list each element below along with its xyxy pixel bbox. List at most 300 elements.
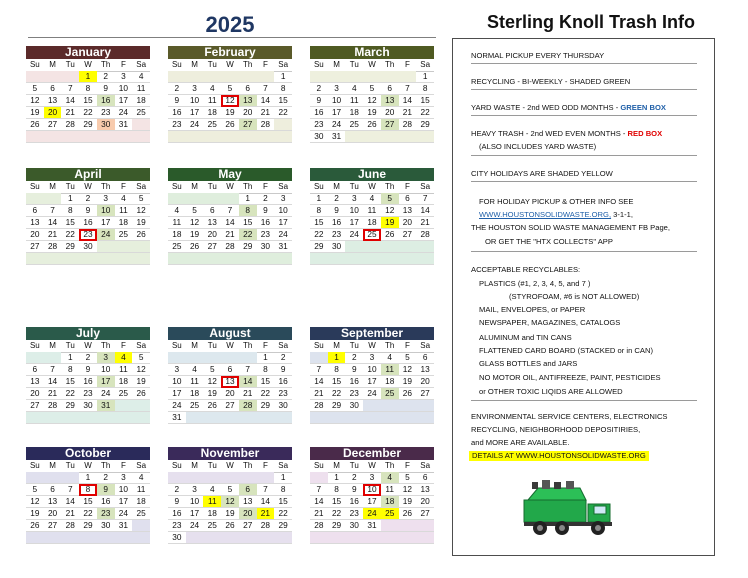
month-10 (168, 447, 292, 544)
empty-day-cell (416, 400, 434, 412)
day-cell: 20 (416, 496, 434, 508)
day-cell: 28 (61, 119, 79, 131)
year-heading: 2025 (205, 12, 255, 37)
day-cell: 10 (186, 496, 204, 508)
day-cell: 2 (345, 472, 363, 484)
weekday-label: Th (97, 181, 115, 194)
day-cell: 24 (363, 388, 381, 400)
empty-day-cell (61, 412, 79, 424)
day-cell: 23 (257, 229, 275, 241)
weekday-header (26, 59, 150, 71)
day-cell: 12 (186, 217, 204, 229)
weekday-label: F (399, 460, 417, 473)
empty-day-cell (239, 71, 257, 83)
day-cell: 12 (399, 364, 417, 376)
day-cell: 22 (416, 107, 434, 119)
day-cell: 16 (328, 217, 346, 229)
weekday-label: W (221, 181, 239, 194)
day-cell: 3 (363, 472, 381, 484)
weekday-label: M (44, 181, 62, 194)
info-divider (471, 155, 697, 156)
empty-day-cell (239, 412, 257, 424)
empty-day-cell (26, 71, 44, 83)
day-cell: 10 (97, 205, 115, 217)
empty-day-cell (363, 131, 381, 143)
day-cell: 14 (221, 217, 239, 229)
day-cell: 6 (44, 484, 62, 496)
weekday-label: Sa (416, 181, 434, 194)
day-cell: 29 (79, 520, 97, 532)
info-styrofoam: (STYROFOAM, #6 is NOT ALLOWED) (509, 292, 640, 301)
empty-day-cell (328, 71, 346, 83)
day-cell: 7 (257, 484, 275, 496)
weekday-label: Sa (416, 340, 434, 353)
weekday-label: Th (97, 340, 115, 353)
day-cell: 14 (257, 496, 275, 508)
info-recyclables-heading: ACCEPTABLE RECYCLABLES: (471, 265, 581, 274)
day-cell: 23 (79, 388, 97, 400)
month-6 (26, 327, 150, 424)
day-cell: 19 (221, 508, 239, 520)
empty-day-cell (132, 241, 150, 253)
day-cell: 17 (345, 217, 363, 229)
empty-day-cell (132, 119, 150, 131)
empty-day-cell (44, 412, 62, 424)
day-cell: 27 (44, 119, 62, 131)
day-cell: 3 (168, 364, 186, 376)
empty-day-cell (345, 241, 363, 253)
day-cell: 5 (132, 193, 150, 205)
day-cell: 8 (239, 205, 257, 217)
empty-day-cell (399, 71, 417, 83)
weekday-header (168, 59, 292, 71)
day-cell: 20 (239, 508, 257, 520)
day-cell: 15 (61, 217, 79, 229)
weekday-label: Tu (203, 340, 221, 353)
weekday-label: F (257, 460, 275, 473)
day-cell: 16 (168, 107, 186, 119)
weekday-header (168, 460, 292, 472)
day-cell: 9 (274, 364, 292, 376)
weekday-label: W (221, 460, 239, 473)
day-cell: 6 (416, 472, 434, 484)
day-cell: 1 (328, 472, 346, 484)
day-cell: 31 (97, 400, 115, 412)
month-4 (168, 168, 292, 265)
day-cell: 12 (221, 95, 239, 107)
garbage-truck-icon (522, 478, 622, 538)
day-cell: 24 (328, 119, 346, 131)
empty-day-cell (203, 131, 221, 143)
empty-day-cell (399, 532, 417, 544)
day-cell: 4 (132, 71, 150, 83)
day-cell: 4 (363, 193, 381, 205)
days-grid (26, 472, 150, 544)
month-1 (168, 46, 292, 143)
weekday-label: Sa (274, 181, 292, 194)
empty-day-cell (203, 352, 221, 364)
day-cell: 30 (79, 400, 97, 412)
weekday-label: Su (310, 181, 328, 194)
weekday-label: M (44, 460, 62, 473)
day-cell: 27 (26, 241, 44, 253)
day-cell: 2 (310, 83, 328, 95)
day-cell: 15 (79, 496, 97, 508)
day-cell: 24 (115, 508, 133, 520)
empty-day-cell (381, 131, 399, 143)
day-cell: 26 (132, 388, 150, 400)
weekday-label: Su (26, 59, 44, 72)
empty-day-cell (239, 472, 257, 484)
empty-day-cell (26, 412, 44, 424)
day-cell: 9 (328, 205, 346, 217)
empty-day-cell (239, 352, 257, 364)
day-cell: 13 (239, 496, 257, 508)
day-cell: 11 (381, 484, 399, 496)
weekday-header (310, 340, 434, 352)
day-cell: 18 (115, 217, 133, 229)
day-cell: 13 (44, 95, 62, 107)
day-cell: 30 (97, 520, 115, 532)
day-cell: 25 (345, 119, 363, 131)
day-cell: 29 (310, 241, 328, 253)
empty-day-cell (239, 253, 257, 265)
empty-day-cell (221, 71, 239, 83)
empty-day-cell (345, 253, 363, 265)
day-cell: 31 (115, 520, 133, 532)
day-cell: 13 (239, 95, 257, 107)
day-cell: 5 (26, 484, 44, 496)
day-cell: 8 (416, 83, 434, 95)
day-cell: 15 (274, 496, 292, 508)
month-11 (310, 447, 434, 544)
day-cell: 9 (97, 83, 115, 95)
day-cell: 10 (186, 95, 204, 107)
empty-day-cell (274, 412, 292, 424)
empty-day-cell (61, 71, 79, 83)
day-cell: 28 (257, 520, 275, 532)
empty-day-cell (328, 532, 346, 544)
empty-day-cell (186, 412, 204, 424)
day-cell: 21 (44, 388, 62, 400)
day-cell: 28 (257, 119, 275, 131)
weekday-label: Sa (416, 59, 434, 72)
day-cell: 10 (97, 364, 115, 376)
day-cell: 31 (168, 412, 186, 424)
info-normal-pickup: NORMAL PICKUP EVERY THURSDAY (471, 51, 605, 60)
day-cell: 22 (328, 388, 346, 400)
day-cell: 5 (203, 364, 221, 376)
info-app: OR GET THE "HTX COLLECTS" APP (485, 237, 613, 246)
day-cell: 14 (257, 95, 275, 107)
day-cell: 7 (310, 484, 328, 496)
empty-day-cell (44, 131, 62, 143)
weekday-label: W (363, 340, 381, 353)
day-cell: 23 (345, 508, 363, 520)
day-cell: 18 (186, 388, 204, 400)
day-cell: 29 (274, 520, 292, 532)
weekday-label: Tu (345, 181, 363, 194)
day-cell: 2 (257, 193, 275, 205)
day-cell: 5 (399, 472, 417, 484)
day-cell: 29 (61, 400, 79, 412)
day-cell: 28 (221, 241, 239, 253)
day-cell: 19 (132, 376, 150, 388)
day-cell: 21 (44, 229, 62, 241)
empty-day-cell (399, 253, 417, 265)
empty-day-cell (26, 532, 44, 544)
weekday-label: Sa (132, 460, 150, 473)
day-cell: 18 (203, 107, 221, 119)
day-cell: 26 (381, 229, 399, 241)
empty-day-cell (115, 253, 133, 265)
day-cell: 24 (186, 520, 204, 532)
day-cell: 20 (381, 107, 399, 119)
weekday-label: M (328, 460, 346, 473)
days-grid (310, 352, 434, 424)
weekday-label: F (257, 59, 275, 72)
day-cell: 2 (274, 352, 292, 364)
empty-day-cell (363, 241, 381, 253)
day-cell: 24 (274, 229, 292, 241)
day-cell: 24 (115, 107, 133, 119)
day-cell: 28 (44, 241, 62, 253)
day-cell: 2 (97, 71, 115, 83)
month-name: September (310, 327, 434, 340)
weekday-label: Th (97, 460, 115, 473)
day-cell: 17 (274, 217, 292, 229)
empty-day-cell (44, 71, 62, 83)
day-cell: 8 (79, 83, 97, 95)
empty-day-cell (61, 532, 79, 544)
day-cell: 18 (132, 496, 150, 508)
day-cell: 12 (132, 364, 150, 376)
empty-day-cell (416, 412, 434, 424)
day-cell: 12 (26, 95, 44, 107)
empty-day-cell (186, 193, 204, 205)
empty-day-cell (221, 532, 239, 544)
day-cell: 13 (416, 484, 434, 496)
day-cell: 28 (416, 229, 434, 241)
weekday-label: F (257, 340, 275, 353)
day-cell: 27 (416, 388, 434, 400)
day-cell: 31 (328, 131, 346, 143)
day-cell: 22 (310, 229, 328, 241)
day-cell: 14 (44, 217, 62, 229)
day-cell: 13 (399, 205, 417, 217)
day-cell: 14 (44, 376, 62, 388)
day-cell: 25 (132, 107, 150, 119)
day-cell: 30 (310, 131, 328, 143)
empty-day-cell (310, 472, 328, 484)
empty-day-cell (239, 131, 257, 143)
day-cell: 20 (399, 217, 417, 229)
day-cell: 24 (97, 229, 115, 241)
info-red-box-label: RED BOX (627, 129, 663, 138)
empty-day-cell (186, 532, 204, 544)
weekday-label: Sa (274, 340, 292, 353)
month-name: March (310, 46, 434, 59)
day-cell: 26 (186, 241, 204, 253)
day-cell: 4 (203, 83, 221, 95)
day-cell: 14 (399, 95, 417, 107)
day-cell: 8 (328, 364, 346, 376)
empty-day-cell (44, 352, 62, 364)
weekday-label: W (79, 340, 97, 353)
empty-day-cell (203, 71, 221, 83)
day-cell: 11 (186, 376, 204, 388)
days-grid (26, 352, 150, 424)
day-cell: 8 (310, 205, 328, 217)
empty-day-cell (239, 532, 257, 544)
weekday-label: Su (168, 460, 186, 473)
weekday-label: M (328, 340, 346, 353)
empty-day-cell (132, 253, 150, 265)
info-divider (471, 400, 697, 401)
info-recycling: RECYCLING - BI-WEEKLY - SHADED GREEN (471, 77, 631, 86)
weekday-header (26, 340, 150, 352)
day-cell: 26 (221, 520, 239, 532)
day-cell: 20 (44, 508, 62, 520)
day-cell: 29 (416, 119, 434, 131)
day-cell: 13 (26, 376, 44, 388)
day-cell: 27 (203, 241, 221, 253)
day-cell: 16 (345, 376, 363, 388)
day-cell: 8 (274, 83, 292, 95)
empty-day-cell (274, 532, 292, 544)
empty-day-cell (132, 412, 150, 424)
info-plastics: PLASTICS (#1, 2, 3, 4, 5, and 7 ) (479, 279, 591, 288)
weekday-label: Su (26, 460, 44, 473)
day-cell: 26 (26, 520, 44, 532)
day-cell: 24 (363, 508, 381, 520)
empty-day-cell (345, 131, 363, 143)
days-grid (310, 472, 434, 544)
empty-day-cell (381, 532, 399, 544)
weekday-label: W (221, 340, 239, 353)
empty-day-cell (221, 352, 239, 364)
info-details-link[interactable]: DETAILS AT WWW.HOUSTONSOLIDWASTE.ORG (469, 451, 649, 461)
day-cell: 19 (132, 217, 150, 229)
day-cell: 25 (363, 229, 381, 241)
month-name: October (26, 447, 150, 460)
day-cell: 18 (115, 376, 133, 388)
day-cell: 1 (79, 472, 97, 484)
weekday-label: M (186, 340, 204, 353)
day-cell: 3 (186, 83, 204, 95)
info-cans: ALUMINUM and TIN CANS (479, 333, 572, 342)
day-cell: 21 (310, 508, 328, 520)
info-divider (471, 63, 697, 64)
day-cell: 2 (328, 193, 346, 205)
empty-day-cell (257, 532, 275, 544)
day-cell: 12 (132, 205, 150, 217)
empty-day-cell (97, 532, 115, 544)
info-glass: GLASS BOTTLES and JARS (479, 359, 578, 368)
day-cell: 10 (115, 484, 133, 496)
empty-day-cell (186, 352, 204, 364)
empty-day-cell (44, 253, 62, 265)
empty-day-cell (132, 520, 150, 532)
day-cell: 12 (381, 205, 399, 217)
empty-day-cell (257, 472, 275, 484)
day-cell: 12 (26, 496, 44, 508)
weekday-label: Th (381, 181, 399, 194)
empty-day-cell (79, 532, 97, 544)
weekday-label: Sa (274, 460, 292, 473)
day-cell: 1 (416, 71, 434, 83)
days-grid (310, 71, 434, 143)
empty-day-cell (26, 193, 44, 205)
weekday-label: W (363, 59, 381, 72)
day-cell: 1 (61, 193, 79, 205)
weekday-label: Tu (61, 181, 79, 194)
day-cell: 3 (97, 193, 115, 205)
day-cell: 8 (61, 364, 79, 376)
days-grid (26, 193, 150, 265)
day-cell: 11 (203, 496, 221, 508)
day-cell: 18 (168, 229, 186, 241)
month-name: April (26, 168, 150, 181)
weekday-label: Th (239, 460, 257, 473)
day-cell: 31 (274, 241, 292, 253)
weekday-label: F (399, 181, 417, 194)
month-7 (168, 327, 292, 424)
day-cell: 5 (132, 352, 150, 364)
day-cell: 30 (345, 520, 363, 532)
day-cell: 17 (328, 107, 346, 119)
empty-day-cell (328, 253, 346, 265)
empty-day-cell (26, 352, 44, 364)
website-link[interactable]: WWW.HOUSTONSOLIDWASTE.ORG, (479, 210, 612, 219)
day-cell: 10 (115, 83, 133, 95)
day-cell: 16 (345, 496, 363, 508)
empty-day-cell (168, 71, 186, 83)
day-cell: 30 (345, 400, 363, 412)
info-phone: 3-1-1, (611, 210, 634, 219)
weekday-label: Tu (203, 460, 221, 473)
empty-day-cell (61, 253, 79, 265)
weekday-header (168, 340, 292, 352)
day-cell: 19 (26, 107, 44, 119)
weekday-label: W (79, 460, 97, 473)
day-cell: 15 (328, 496, 346, 508)
empty-day-cell (132, 131, 150, 143)
day-cell: 16 (168, 508, 186, 520)
day-cell: 30 (328, 241, 346, 253)
day-cell: 18 (132, 95, 150, 107)
empty-day-cell (381, 71, 399, 83)
day-cell: 31 (363, 520, 381, 532)
day-cell: 30 (168, 532, 186, 544)
info-yard-waste-text: YARD WASTE - 2nd WED ODD MONTHS - (471, 103, 621, 112)
empty-day-cell (416, 532, 434, 544)
day-cell: 10 (363, 364, 381, 376)
day-cell: 6 (239, 83, 257, 95)
empty-day-cell (26, 472, 44, 484)
empty-day-cell (399, 520, 417, 532)
day-cell: 8 (274, 484, 292, 496)
day-cell: 8 (79, 484, 97, 496)
day-cell: 16 (97, 496, 115, 508)
empty-day-cell (416, 520, 434, 532)
weekday-label: M (186, 59, 204, 72)
day-cell: 7 (61, 83, 79, 95)
weekday-label: Th (239, 181, 257, 194)
day-cell: 20 (239, 107, 257, 119)
empty-day-cell (221, 193, 239, 205)
day-cell: 5 (26, 83, 44, 95)
